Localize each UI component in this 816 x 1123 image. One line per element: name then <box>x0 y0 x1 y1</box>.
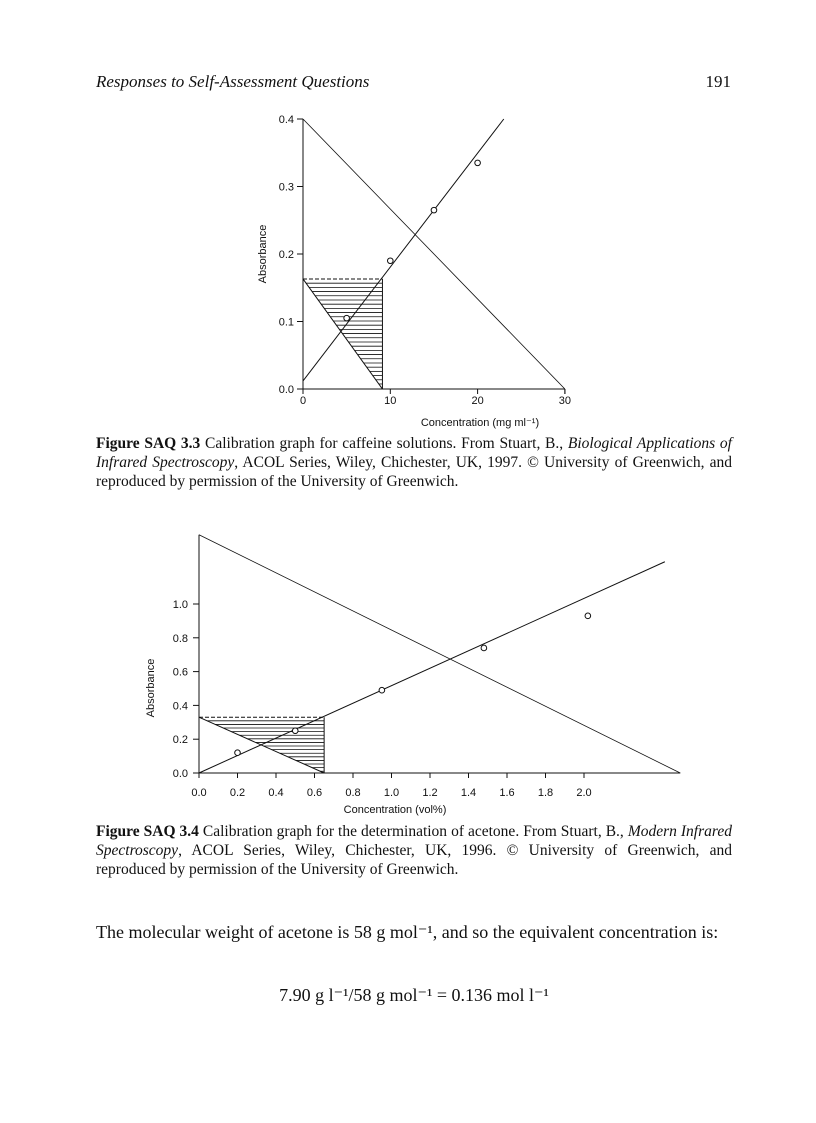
x-tick-label: 30 <box>558 395 572 407</box>
data-point <box>292 728 298 734</box>
y-tick-label: 1.0 <box>172 599 188 611</box>
x-tick-label: 1.2 <box>422 787 438 799</box>
figure-3-3-chart <box>250 110 590 430</box>
y-tick-label: 0.3 <box>278 181 294 194</box>
caption-book-title: Modern Infrared Spectroscopy <box>96 823 732 859</box>
figure-3-3-caption <box>96 434 732 491</box>
x-axis-title: Concentration (mg ml⁻¹) <box>420 417 540 429</box>
calibration-fit-line <box>303 119 504 381</box>
y-tick-label: 0.2 <box>278 249 294 261</box>
x-tick-label: 0 <box>299 395 307 407</box>
x-tick-label: 1.4 <box>460 787 477 799</box>
x-tick-label: 10 <box>384 395 397 407</box>
caption-label: Figure SAQ 3.4 <box>96 823 199 840</box>
y-tick-label: 0.8 <box>172 632 188 645</box>
y-tick-label: 0.2 <box>172 734 188 747</box>
caption-label: Figure SAQ 3.3 <box>96 435 201 452</box>
running-header-title: Responses to Self-Assessment Questions <box>96 72 370 91</box>
y-tick-label: 0.0 <box>172 768 188 780</box>
y-tick-label: 0.1 <box>278 316 294 329</box>
y-axis-title: Absorbance <box>257 224 269 284</box>
y-tick-label: 0.4 <box>172 700 188 713</box>
falling-line <box>303 119 565 389</box>
x-tick-label: 1.6 <box>499 787 515 799</box>
data-point <box>431 207 437 213</box>
x-tick-label: 20 <box>471 395 484 407</box>
caption-text: , ACOL Series, Wiley, Chichester, UK, 1996. © University of Greenwich, and reproduced by permission of the University of Greenwich. <box>96 842 732 878</box>
page-number: 191 <box>705 72 731 91</box>
figure-3-4-caption <box>96 822 732 879</box>
x-tick-label: 0.4 <box>268 787 284 799</box>
data-point <box>235 750 241 756</box>
figure-3-4-chart <box>140 520 700 820</box>
data-point <box>585 613 591 619</box>
caption-text: Calibration graph for caffeine solutions. From Stuart, B., <box>200 435 568 452</box>
body-paragraph: The molecular weight of acetone is 58 g mol⁻¹, and so the equivalent concentration is: <box>96 922 719 942</box>
caption-text: , ACOL Series, Wiley, Chichester, UK, 1997. © University of Greenwich, and reproduced by permission of the University of Greenwich. <box>96 454 732 490</box>
x-tick-label: 2.0 <box>576 787 592 799</box>
data-point <box>344 315 350 321</box>
caption-book-title: Biological Applications of Infrared Spectroscopy <box>96 435 732 471</box>
falling-line <box>199 535 680 773</box>
data-point <box>388 258 394 264</box>
x-tick-label: 0.0 <box>191 787 207 799</box>
y-axis-title: Absorbance <box>145 658 157 718</box>
calibration-fit-line <box>199 562 665 773</box>
data-point <box>379 687 385 693</box>
y-tick-label: 0.0 <box>278 384 294 396</box>
x-tick-label: 1.8 <box>537 787 554 799</box>
caption-text: Calibration graph for the determination of acetone. From Stuart, B., <box>198 823 628 840</box>
y-tick-label: 0.4 <box>278 114 294 126</box>
x-tick-label: 0.8 <box>345 787 361 799</box>
x-axis-title: Concentration (vol%) <box>343 804 447 816</box>
x-tick-label: 0.6 <box>306 787 323 799</box>
equation: 7.90 g l⁻¹/58 g mol⁻¹ = 0.136 mol l⁻¹ <box>279 985 549 1005</box>
data-point <box>475 160 481 166</box>
x-tick-label: 1.0 <box>383 787 400 799</box>
data-point <box>481 645 487 651</box>
x-tick-label: 0.2 <box>229 787 246 799</box>
y-tick-label: 0.6 <box>172 666 188 679</box>
